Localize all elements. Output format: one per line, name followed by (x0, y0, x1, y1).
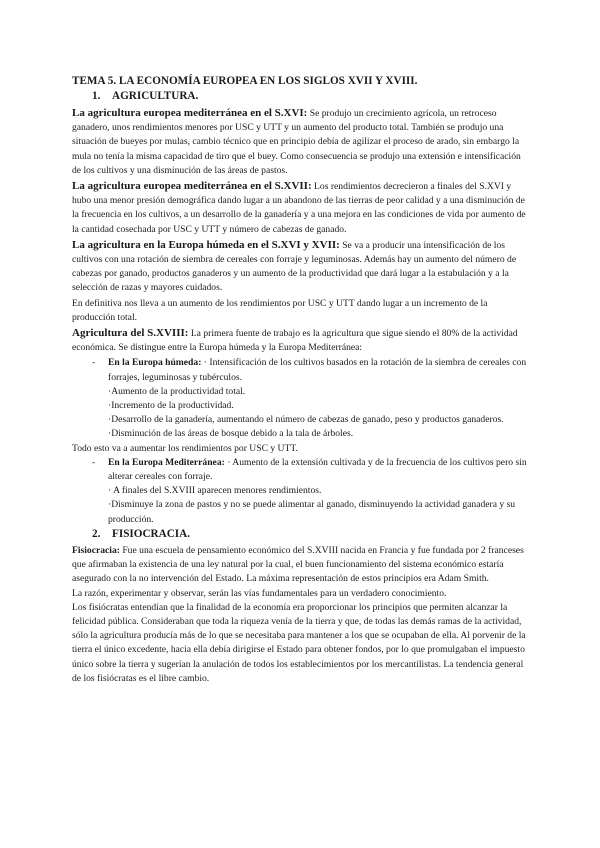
paragraph-razon: La razón, experimentar y observar, serán las vías fundamentales para un verdadero conocimiento. (72, 587, 447, 599)
bullet-subitem: ·Disminución de las áreas de bosque debido a la tala de árboles. (108, 428, 354, 440)
bullet-lead: En la Europa Mediterránea: (108, 456, 225, 468)
bullet-subitem: ·Desarrollo de la ganadería, aumentando el número de cabezas de ganado, peso y productos ganaderos. (108, 414, 504, 426)
document-title: TEMA 5. LA ECONOMÍA EUROPEA EN LOS SIGLOS XVII Y XVIII. (72, 75, 418, 87)
paragraph-text: Fue una escuela de pensamiento económico del S.XVIII nacida en Francia y fue fundada por 2 franceses que afirmaban la existencia de una ley natural por la cual, el buen funcionamiento del sistema económico estaría asegurado con la no intervención del Estado. La máxima representación de estos principios era Adam Smith. (72, 544, 524, 585)
section-title: FISIOCRACIA. (112, 527, 191, 540)
bullet-text: · Intensificación de los cultivos basados en la rotación de la siembra de cereales con forrajes, leguminosas y tubérculos. (108, 357, 527, 383)
bullet-dash: - (92, 357, 96, 369)
bullet-europa-mediterranea (72, 456, 528, 484)
paragraph-lead: La agricultura europea mediterránea en el S.XVII: (72, 180, 312, 193)
paragraph-lead: Fisiocracia: (72, 544, 120, 556)
paragraph-text: La primera fuente de trabajo es la agricultura que sigue siendo el 80% de la actividad económica. Se distingue entre la Europa húmeda y la Europa Mediterránea: (72, 328, 518, 354)
paragraph-fisiocratas: Los fisiócratas entendían que la finalidad de la economía era proporcionar los principios que permiten alcanzar la felicidad pública. Consideraban que toda la riqueza venía de la tierra y que, de todas las demás ramas de la actividad, sólo la agricultura producía más de lo que se necesitaba para mantener a los que se ocupaban de ella. Al porvenir de la tierra el único excedente, hacia ella debía dirigirse el Estado para obtener fondos, por lo que promulgaban el impuesto único sobre la tierra y sugerían la anulación de todos los establecimientos por los mercantilistas. La tendencia general de los fisiócratas es el libre cambio. (72, 601, 526, 684)
paragraph-text: Se produjo un crecimiento agrícola, un retroceso ganadero, unos rendimientos menores por USC y UTT y un aumento del producto total. También se produjo una situación de bueyes por mulas, cambio técnico que en principio debía de agilizar el proceso de arado, sin embargo la mula no tenía la misma capacidad de tiro que el buey. Como consecuencia se produjo una extensión e intensificación de los cultivos y una disminución de las áreas de pastos. (72, 108, 521, 176)
bullet-subitem: ·Disminuye la zona de pastos y no se puede alimentar al ganado, disminuyendo la actividad ganadera y su producción. (108, 499, 516, 525)
section-number: 1. (92, 90, 101, 102)
section-heading-agricultura (92, 89, 528, 104)
bullet-lead: En la Europa húmeda: (108, 357, 202, 369)
paragraph-fisiocracia-def (72, 544, 528, 587)
paragraph-lead: La agricultura europea mediterránea en el S.XVI: (72, 107, 308, 119)
paragraph-humeda-conclusion: En definitiva nos lleva a un aumento de los rendimientos por USC y UTT dando lugar a un incremento de la producción total. (72, 297, 488, 323)
bullet-europa-humeda (72, 356, 528, 384)
section-number: 2. (92, 527, 101, 540)
bullet-dash: - (92, 456, 96, 468)
bullet-subitem: · A finales del S.XVIII aparecen menores rendimientos. (108, 485, 322, 497)
paragraph-mediterranea-xvi (72, 106, 528, 178)
paragraph-humeda (72, 238, 528, 296)
paragraph-lead: La agricultura en la Europa húmeda en el S.XVI y XVII: (72, 238, 340, 251)
paragraph-lead: Agricultura del S.XVIII: (72, 327, 189, 340)
section-title: AGRICULTURA. (112, 90, 199, 102)
paragraph-xviii (72, 326, 528, 355)
section-heading-fisiocracia (92, 527, 528, 542)
bullet-text: · Aumento de la extensión cultivada y de la frecuencia de los cultivos pero sin alterar cereales con forraje. (108, 456, 527, 483)
bullet-subitem: ·Incremento de la productividad. (108, 400, 234, 412)
summary-line: Todo esto va a aumentar los rendimientos por USC y UTT. (72, 442, 298, 454)
paragraph-text: Se va a producir una intensificación de los cultivos con una rotación de siembra de cereales con forraje y leguminosas. Además hay un aumento del número de cabezas por ganado, productos ganaderos y un aumento de la productividad que dará lugar a la estabulación y a la selección de razas y mayores cuidados. (72, 239, 517, 294)
paragraph-mediterranea-xvii (72, 179, 528, 237)
bullet-subitem: ·Aumento de la productividad total. (108, 385, 246, 397)
paragraph-text: Los rendimientos decrecieron a finales del S.XVI y hubo una menor presión demográfica dando lugar a un abandono de las tierras de peor calidad y a una disminución de la frecuencia en los cultivos, a un desarrollo de la ganadería y a una mejora en las condiciones de vida por aumento de la cantidad cosechada por USC y UTT y número de cabezas de ganado. (72, 181, 526, 235)
